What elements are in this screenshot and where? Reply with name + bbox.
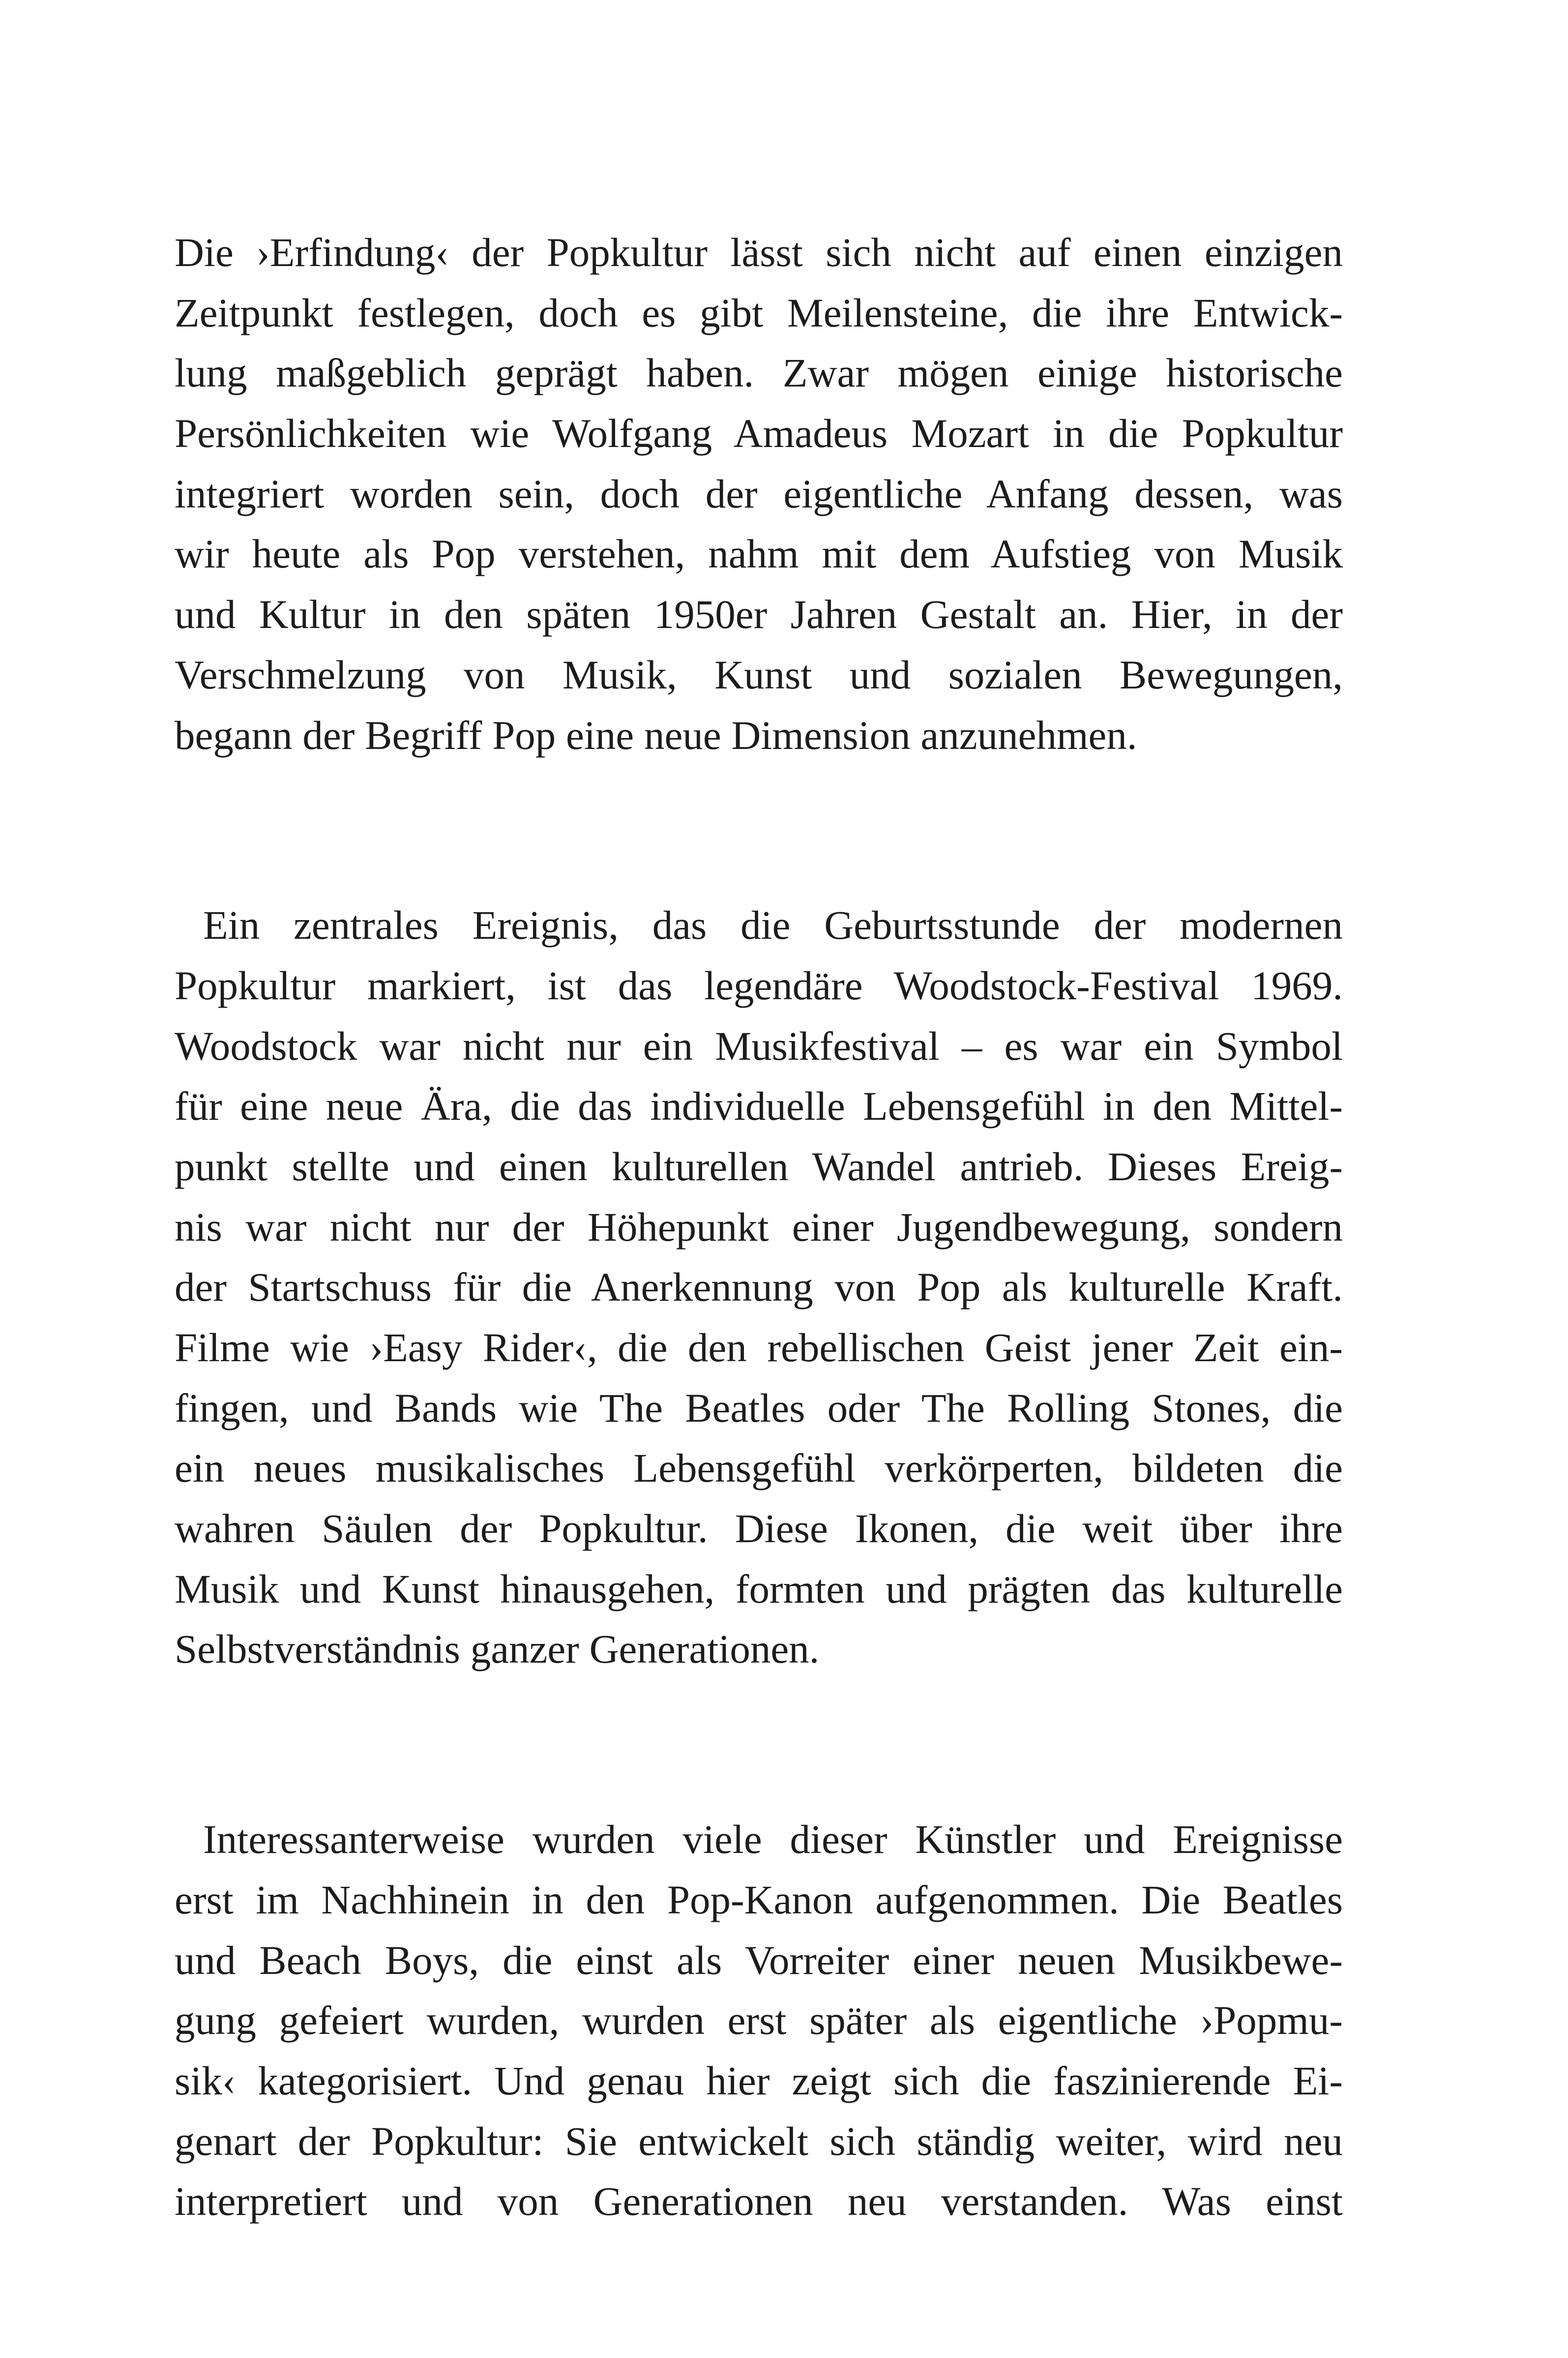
text-line: nis war nicht nur der Höhepunkt einer Jugendbewegung, sondern <box>175 1204 1343 1250</box>
text-line: interpretiert und von Generationen neu verstanden. Was einst <box>175 2179 1343 2224</box>
text-line: genart der Popkultur: Sie entwickelt sich ständig weiter, wird neu <box>175 2118 1343 2164</box>
paragraph-1 <box>175 222 1343 765</box>
text-line: Musik und Kunst hinausgehen, formten und prägten das kulturelle <box>175 1566 1343 1612</box>
text-line: punkt stellte und einen kulturellen Wandel antrieb. Dieses Ereig- <box>175 1143 1343 1189</box>
text-line: wir heute als Pop verstehen, nahm mit dem Aufstieg von Musik <box>175 531 1343 577</box>
text-line: wahren Säulen der Popkultur. Diese Ikonen, die weit über ihre <box>175 1506 1343 1552</box>
text-line: Woodstock war nicht nur ein Musikfestival – es war ein Symbol <box>175 1023 1343 1069</box>
text-line: Interessanterweise wurden viele dieser Künstler und Ereignisse <box>203 1817 1343 1862</box>
body-text <box>175 222 1343 2232</box>
text-line: erst im Nachhinein in den Pop-Kanon aufgenommen. Die Beatles <box>175 1877 1343 1922</box>
text-line: für eine neue Ära, die das individuelle Lebensgefühl in den Mittel- <box>175 1083 1343 1129</box>
text-line: Popkultur markiert, ist das legendäre Woodstock-Festival 1969. <box>175 962 1343 1008</box>
text-line: integriert worden sein, doch der eigentliche Anfang dessen, was <box>175 471 1343 516</box>
text-line: und Kultur in den späten 1950er Jahren Gestalt an. Hier, in der <box>175 592 1343 637</box>
text-line: fingen, und Bands wie The Beatles oder The Rolling Stones, die <box>175 1385 1343 1431</box>
text-line: begann der Begriff Pop eine neue Dimension anzunehmen. <box>175 712 1137 758</box>
paragraph-gap <box>175 765 1343 895</box>
text-line: Selbstverständnis ganzer Generationen. <box>175 1626 820 1672</box>
text-line: der Startschuss für die Anerkennung von Pop als kulturelle Kraft. <box>175 1264 1343 1310</box>
paragraph-2 <box>175 895 1343 1679</box>
text-line: sik‹ kategorisiert. Und genau hier zeigt sich die faszinierende Ei- <box>175 2058 1343 2103</box>
text-line: lung maßgeblich geprägt haben. Zwar mögen einige historische <box>175 350 1343 396</box>
text-line: Ein zentrales Ereignis, das die Geburtsstunde der modernen <box>203 902 1343 948</box>
text-line: Zeitpunkt festlegen, doch es gibt Meilensteine, die ihre Entwick- <box>175 290 1343 335</box>
text-line: Filme wie ›Easy Rider‹, die den rebellischen Geist jener Zeit ein- <box>175 1325 1343 1370</box>
text-line: und Beach Boys, die einst als Vorreiter einer neuen Musikbewe- <box>175 1937 1343 1983</box>
text-line: gung gefeiert wurden, wurden erst später als eigentliche ›Popmu- <box>175 1998 1343 2043</box>
paragraph-gap <box>175 1679 1343 1809</box>
paragraph-3 <box>175 1809 1343 2232</box>
text-line: ein neues musikalisches Lebensgefühl verkörperten, bildeten die <box>175 1445 1343 1491</box>
text-line: Persönlichkeiten wie Wolfgang Amadeus Mozart in die Popkultur <box>175 411 1343 456</box>
text-line: Verschmelzung von Musik, Kunst und sozialen Bewegungen, <box>175 652 1343 697</box>
text-line: Die ›Erfindung‹ der Popkultur lässt sich nicht auf einen einzigen <box>175 230 1343 275</box>
